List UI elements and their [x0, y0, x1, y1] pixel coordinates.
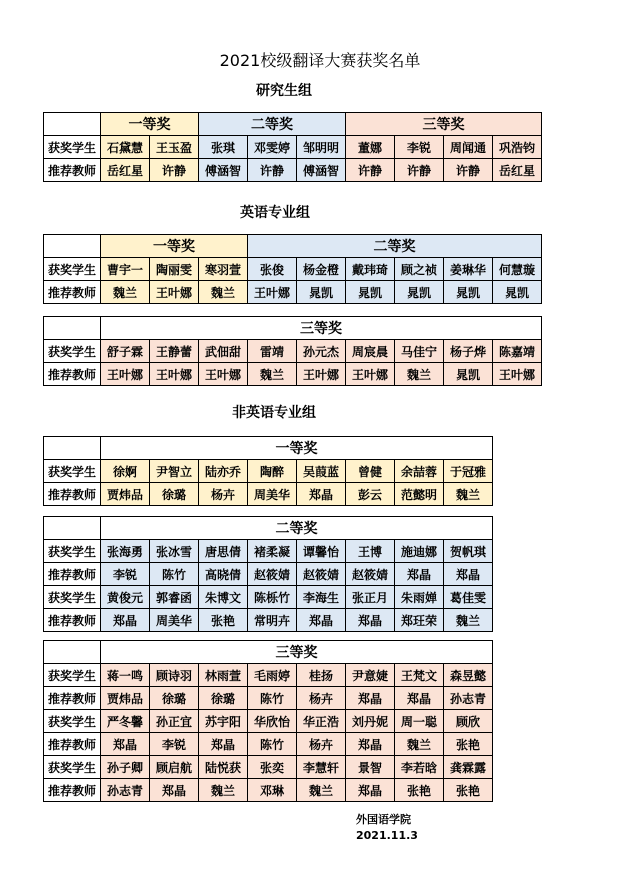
teacher-name: 范懿明 [395, 483, 444, 506]
student-name: 张奕 [248, 756, 297, 779]
student-name: 刘丹妮 [346, 710, 395, 733]
teacher-name: 王叶娜 [101, 363, 150, 386]
teacher-name: 王叶娜 [493, 363, 542, 386]
student-name: 森昱懿 [444, 664, 493, 687]
student-name: 余喆蓉 [395, 460, 444, 483]
student-name: 陈嘉靖 [493, 340, 542, 363]
row-label-student: 获奖学生 [44, 460, 101, 483]
student-name: 张琪 [199, 136, 248, 159]
teacher-name: 魏兰 [248, 363, 297, 386]
student-name: 林雨萱 [199, 664, 248, 687]
row-label-student: 获奖学生 [44, 586, 101, 609]
row-label-student: 获奖学生 [44, 136, 101, 159]
row-label-teacher: 推荐教师 [44, 159, 101, 182]
student-name: 王静蕾 [150, 340, 199, 363]
student-row [44, 756, 493, 779]
student-name: 苏宇阳 [199, 710, 248, 733]
student-name: 褚柔凝 [248, 540, 297, 563]
student-name: 徐婀 [101, 460, 150, 483]
prize-third-header: 三等奖 [101, 317, 542, 340]
student-name: 顾之祯 [395, 258, 444, 281]
teacher-name: 岳红星 [101, 159, 150, 182]
row-label-teacher: 推荐教师 [44, 779, 101, 802]
teacher-name: 王叶娜 [248, 281, 297, 304]
teacher-name: 邓琳 [248, 779, 297, 802]
teacher-name: 赵筱婧 [248, 563, 297, 586]
student-name: 姜琳华 [444, 258, 493, 281]
teacher-name: 许静 [150, 159, 199, 182]
row-label-teacher: 推荐教师 [44, 281, 101, 304]
teacher-row [44, 779, 493, 802]
teacher-name: 郑晶 [101, 733, 150, 756]
row-label-teacher: 推荐教师 [44, 483, 101, 506]
student-name: 陆悦获 [199, 756, 248, 779]
teacher-name: 徐璐 [150, 483, 199, 506]
row-label-teacher: 推荐教师 [44, 563, 101, 586]
teacher-name: 郑晶 [444, 563, 493, 586]
nonenglish-second-body [44, 540, 493, 632]
student-name: 郭睿函 [150, 586, 199, 609]
student-name: 李锐 [395, 136, 444, 159]
student-name: 桂扬 [297, 664, 346, 687]
teacher-name: 郑晶 [346, 779, 395, 802]
student-name: 葛佳雯 [444, 586, 493, 609]
teacher-name: 孙志青 [101, 779, 150, 802]
student-name: 施迪娜 [395, 540, 444, 563]
row-label-student: 获奖学生 [44, 258, 101, 281]
student-name: 舒子霖 [101, 340, 150, 363]
teacher-name: 许静 [248, 159, 297, 182]
corner-cell [44, 317, 101, 340]
teacher-name: 魏兰 [395, 733, 444, 756]
teacher-row [44, 733, 493, 756]
student-row [44, 540, 493, 563]
student-row [44, 136, 542, 159]
teacher-name: 晁凯 [444, 363, 493, 386]
prize-third-header: 三等奖 [101, 641, 493, 664]
student-name: 李海生 [297, 586, 346, 609]
teacher-name: 魏兰 [297, 779, 346, 802]
teacher-name: 徐璐 [199, 687, 248, 710]
student-name: 周一聪 [395, 710, 444, 733]
nonenglish-second-table [43, 516, 493, 632]
prize-second-header: 二等奖 [199, 113, 346, 136]
student-name: 王梵文 [395, 664, 444, 687]
student-name: 朱博文 [199, 586, 248, 609]
row-label-student: 获奖学生 [44, 664, 101, 687]
teacher-row [44, 363, 542, 386]
student-name: 张俊 [248, 258, 297, 281]
teacher-name: 魏兰 [444, 609, 493, 632]
teacher-name: 常明卉 [248, 609, 297, 632]
teacher-name: 张艳 [199, 609, 248, 632]
student-name: 杨金橙 [297, 258, 346, 281]
student-name: 杨子烨 [444, 340, 493, 363]
student-name: 华欣怡 [248, 710, 297, 733]
student-name: 谭馨怡 [297, 540, 346, 563]
teacher-name: 杨卉 [199, 483, 248, 506]
teacher-name: 魏兰 [444, 483, 493, 506]
teacher-name: 王叶娜 [199, 363, 248, 386]
teacher-name: 魏兰 [199, 281, 248, 304]
student-name: 尹意婕 [346, 664, 395, 687]
student-name: 孙正宜 [150, 710, 199, 733]
student-name: 邹明明 [297, 136, 346, 159]
prize-third-header: 三等奖 [346, 113, 542, 136]
prize-second-header: 二等奖 [248, 235, 542, 258]
student-row [44, 586, 493, 609]
nonenglish-first-table [43, 436, 493, 506]
teacher-name: 张艳 [444, 779, 493, 802]
teacher-name: 陈竹 [248, 687, 297, 710]
teacher-name: 周美华 [248, 483, 297, 506]
section-title-nonenglish: 非英语专业组 [232, 405, 316, 421]
section-title-grad: 研究生组 [256, 83, 312, 99]
student-name: 严冬馨 [101, 710, 150, 733]
nonenglish-third-body [44, 664, 493, 802]
teacher-name: 张艳 [444, 733, 493, 756]
teacher-name: 孙志青 [444, 687, 493, 710]
row-label-student: 获奖学生 [44, 340, 101, 363]
teacher-name: 傅涵智 [297, 159, 346, 182]
teacher-name: 郑玨荣 [395, 609, 444, 632]
student-name: 于冠雅 [444, 460, 493, 483]
student-name: 雷靖 [248, 340, 297, 363]
teacher-row [44, 563, 493, 586]
teacher-name: 李锐 [101, 563, 150, 586]
corner-cell [44, 113, 101, 136]
teacher-name: 郑晶 [101, 609, 150, 632]
student-name: 唐思倩 [199, 540, 248, 563]
teacher-name: 郑晶 [346, 687, 395, 710]
teacher-name: 晁凯 [297, 281, 346, 304]
student-name: 王博 [346, 540, 395, 563]
teacher-name: 郑晶 [395, 687, 444, 710]
student-name: 周闻通 [444, 136, 493, 159]
footer-date: 2021.11.3 [356, 829, 418, 842]
teacher-name: 郑晶 [395, 563, 444, 586]
prize-first-header: 一等奖 [101, 113, 199, 136]
student-name: 石黛慧 [101, 136, 150, 159]
teacher-name: 郑晶 [297, 609, 346, 632]
teacher-name: 王叶娜 [150, 363, 199, 386]
teacher-name: 许静 [395, 159, 444, 182]
corner-cell [44, 437, 101, 460]
teacher-name: 陈竹 [248, 733, 297, 756]
teacher-name: 王叶娜 [150, 281, 199, 304]
student-row [44, 664, 493, 687]
corner-cell [44, 641, 101, 664]
teacher-name: 贾炜品 [101, 483, 150, 506]
student-name: 李若晗 [395, 756, 444, 779]
student-name: 邓雯婷 [248, 136, 297, 159]
student-name: 张正月 [346, 586, 395, 609]
corner-cell [44, 235, 101, 258]
nonenglish-third-table [43, 640, 493, 802]
student-name: 顾欣 [444, 710, 493, 733]
student-name: 董娜 [346, 136, 395, 159]
student-name: 陈栎竹 [248, 586, 297, 609]
student-name: 曾健 [346, 460, 395, 483]
teacher-name: 许静 [444, 159, 493, 182]
teacher-name: 晁凯 [395, 281, 444, 304]
teacher-row [44, 159, 542, 182]
row-label-teacher: 推荐教师 [44, 363, 101, 386]
student-name: 顾诗羽 [150, 664, 199, 687]
student-name: 贺帆琪 [444, 540, 493, 563]
english-third-table [43, 316, 542, 386]
corner-cell [44, 517, 101, 540]
student-name: 吴葭蓝 [297, 460, 346, 483]
student-name: 寒羽萱 [199, 258, 248, 281]
student-name: 何慧璇 [493, 258, 542, 281]
teacher-row [44, 483, 493, 506]
student-row [44, 340, 542, 363]
teacher-name: 王叶娜 [346, 363, 395, 386]
teacher-name: 赵筱婧 [297, 563, 346, 586]
row-label-teacher: 推荐教师 [44, 687, 101, 710]
row-label-teacher: 推荐教师 [44, 609, 101, 632]
student-row [44, 710, 493, 733]
page-title: 2021校级翻译大赛获奖名单 [219, 51, 421, 70]
teacher-name: 魏兰 [199, 779, 248, 802]
teacher-name: 周美华 [150, 609, 199, 632]
prize-first-header: 一等奖 [101, 437, 493, 460]
teacher-name: 王叶娜 [297, 363, 346, 386]
footer-org: 外国语学院 [356, 813, 411, 826]
teacher-name: 许静 [346, 159, 395, 182]
teacher-name: 张艳 [395, 779, 444, 802]
teacher-name: 晁凯 [346, 281, 395, 304]
teacher-row [44, 687, 493, 710]
student-name: 华正浩 [297, 710, 346, 733]
teacher-name: 彭云 [346, 483, 395, 506]
row-label-student: 获奖学生 [44, 540, 101, 563]
teacher-name: 郑晶 [346, 609, 395, 632]
student-row [44, 460, 493, 483]
prize-second-header: 二等奖 [101, 517, 493, 540]
section-title-english: 英语专业组 [240, 205, 310, 221]
teacher-name: 晁凯 [493, 281, 542, 304]
student-name: 孙元杰 [297, 340, 346, 363]
teacher-name: 晁凯 [444, 281, 493, 304]
teacher-name: 岳红星 [493, 159, 542, 182]
teacher-name: 郑晶 [346, 733, 395, 756]
student-name: 陆亦乔 [199, 460, 248, 483]
teacher-name: 赵筱婧 [346, 563, 395, 586]
teacher-name: 郑晶 [150, 779, 199, 802]
student-name: 蒋一鸣 [101, 664, 150, 687]
teacher-name: 徐璐 [150, 687, 199, 710]
teacher-name: 杨卉 [297, 733, 346, 756]
student-name: 景智 [346, 756, 395, 779]
prize-first-header: 一等奖 [101, 235, 248, 258]
teacher-name: 傅涵智 [199, 159, 248, 182]
student-name: 曹宇一 [101, 258, 150, 281]
student-name: 陶丽雯 [150, 258, 199, 281]
student-row [44, 258, 542, 281]
teacher-name: 高晓倩 [199, 563, 248, 586]
teacher-row [44, 609, 493, 632]
teacher-row [44, 281, 542, 304]
student-name: 龚霖露 [444, 756, 493, 779]
student-name: 孙子卿 [101, 756, 150, 779]
student-name: 张海勇 [101, 540, 150, 563]
student-name: 朱雨婵 [395, 586, 444, 609]
student-name: 陶醉 [248, 460, 297, 483]
student-name: 张冰雪 [150, 540, 199, 563]
teacher-name: 贾炜品 [101, 687, 150, 710]
teacher-name: 杨卉 [297, 687, 346, 710]
student-name: 李慧轩 [297, 756, 346, 779]
teacher-name: 魏兰 [101, 281, 150, 304]
teacher-name: 李锐 [150, 733, 199, 756]
student-name: 毛雨婷 [248, 664, 297, 687]
student-name: 马佳宁 [395, 340, 444, 363]
student-name: 尹智立 [150, 460, 199, 483]
student-name: 黄俊元 [101, 586, 150, 609]
student-name: 戴玮琦 [346, 258, 395, 281]
teacher-name: 郑晶 [297, 483, 346, 506]
student-name: 王玉盈 [150, 136, 199, 159]
student-name: 巩浩钧 [493, 136, 542, 159]
student-name: 周宸晨 [346, 340, 395, 363]
row-label-teacher: 推荐教师 [44, 733, 101, 756]
row-label-student: 获奖学生 [44, 756, 101, 779]
student-name: 武佃甜 [199, 340, 248, 363]
row-label-student: 获奖学生 [44, 710, 101, 733]
student-name: 顾启航 [150, 756, 199, 779]
teacher-name: 魏兰 [395, 363, 444, 386]
english-first-second-table [43, 234, 542, 304]
grad-table [43, 112, 542, 182]
teacher-name: 郑晶 [199, 733, 248, 756]
teacher-name: 陈竹 [150, 563, 199, 586]
